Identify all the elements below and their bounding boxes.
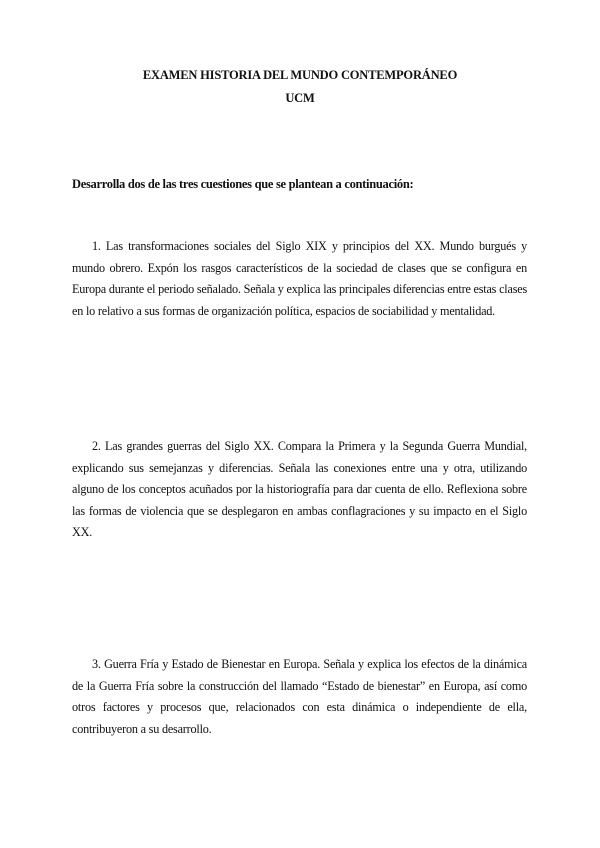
exam-instruction: Desarrolla dos de las tres cuestiones que se plantean a continuación: (72, 177, 414, 191)
question-3: 3. Guerra Fría y Estado de Bienestar en Europa. Señala y explica los efectos de la dinámica de la Guerra Fría sobre la construcción del llamado “Estado de bienestar” en Europa, así como otros factores y procesos que, relacionados con esta dinámica o independiente de ella, contribuyeron a su desarrollo. (72, 657, 527, 736)
exam-title: EXAMEN HISTORIA DEL MUNDO CONTEMPORÁNEO (142, 68, 458, 82)
question-2: 2. Las grandes guerras del Siglo XX. Compara la Primera y la Segunda Guerra Mundial, explicando sus semejanzas y diferencias. Señala las conexiones entre una y otra, utilizando alguno de los conceptos acuñados por la historiografía para dar cuenta de ello. Reflexiona sobre las formas de violencia que se desplegaron en ambas conflagraciones y su impacto en el Siglo XX. (72, 439, 527, 539)
question-1: 1. Las transformaciones sociales del Siglo XIX y principios del XX. Mundo burgués y mundo obrero. Expón los rasgos característicos de la sociedad de clases que se configura en Europa durante el periodo señalado. Señala y explica las principales diferencias entre estas clases en lo relativo a sus formas de organización política, espacios de sociabilidad y mentalidad. (72, 239, 527, 318)
exam-subtitle: UCM (285, 91, 315, 105)
